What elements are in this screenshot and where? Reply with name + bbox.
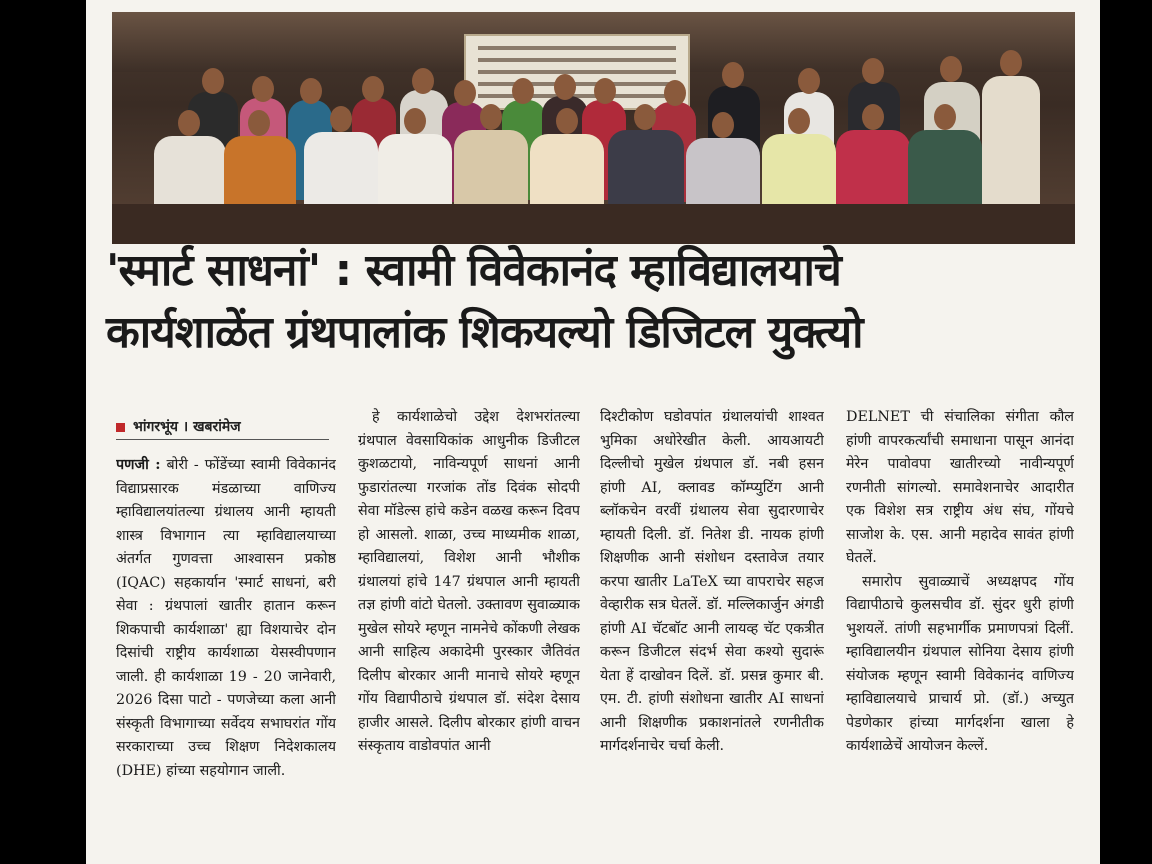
column-4-paragraph-1: DELNET ची संचालिका संगीता कौल हांणी वापरकर्त्यांची समाधाना पासून आनंदा मेरेन पावोवपा खातीरच्यो नावीन्यपूर्ण रणनीती सांगल्यो. समावेशनाचेर आदारीत एक विशेश सत्र राष्ट्रीय अंध संघ, गोंयचे साजोश के. एस. आनी महादेव सावंत हांणी घेतलें. (846, 409, 1074, 566)
column-4-paragraph-2: समारोप सुवाळ्याचें अध्यक्षपद गोंय विद्यापीठाचे कुलसचीव डॉ. सुंदर धुरी हांणी भुशयलें. तांणी सहभार्गीक प्रमाणपत्रां दिलीं. म्हाविद्यालयीन ग्रंथपाल सोनिया देसाय हांणी संयोजक म्हणून स्वामी विवेकानंद वाणिज्य म्हाविद्यालयाचे प्राचार्य प्रो. (डॉ.) अच्युत पेडणेकार हांच्या मार्गदर्शना खाला हे कार्यशाळेचें आयोजन केल्लें. (846, 573, 1074, 754)
head (412, 68, 434, 94)
head (1000, 50, 1022, 76)
dateline: पणजी : (116, 457, 161, 473)
head (248, 110, 270, 136)
byline-marker (116, 423, 125, 432)
head (202, 68, 224, 94)
head (404, 108, 426, 134)
head (940, 56, 962, 82)
head (178, 110, 200, 136)
head (300, 78, 322, 104)
article-column-1 (116, 454, 336, 862)
headline (106, 240, 1080, 364)
head (252, 76, 274, 102)
head (454, 80, 476, 106)
article-column-3: दिश्टीकोण घडोवपांत ग्रंथालयांची शाश्वत भुमिका अधोरेखीत केली. आयआयटी दिल्लीचो मुखेल ग्रंथपाल डॉ. नबी हसन हांणी AI, क्लावड कॉम्प्युटिंग आनी ब्लॉकचेन वरवीं ग्रंथालय सेवा सुदारणाचेर म्हायती दिली. डॉ. नितेश डी. नायक हांणी शिक्षणीक आनी संशोधन दस्तावेज तयार करपा खातीर LaTeX च्या वापराचेर सहज वेव्हारीक सत्र घेतलें. डॉ. मल्लिकार्जुन अंगडी हांणी AI चॅटबॉट आनी लायव्ह चॅट एकत्रीत करून डिजीटल संदर्भ सेवा कश्यो सुदारूं येता हें दाखोवन दिलें. डॉ. प्रसन्न कुमार बी. एम. टी. हांणी संशोधना खातीर AI साधनां आनी शिक्षणीक प्रकाशनांतले रणनीतीक मार्गदर्शनाचेर चर्चा केली. (600, 409, 824, 754)
head (722, 62, 744, 88)
head (788, 108, 810, 134)
head (862, 58, 884, 84)
head (512, 78, 534, 104)
head (330, 106, 352, 132)
head (634, 104, 656, 130)
head (594, 78, 616, 104)
byline-text: भांगरभूंय । खबरांमेज (133, 419, 241, 435)
head (798, 68, 820, 94)
head (480, 104, 502, 130)
photo-floor (112, 204, 1075, 244)
headline-line-1: 'स्मार्ट साधनां' : स्वामी विवेकानंद म्हाविद्यालयाचे (106, 245, 841, 296)
head (934, 104, 956, 130)
head (362, 76, 384, 102)
newspaper-clipping (86, 0, 1100, 864)
column-1-text: बोरी - फोंडेंच्या स्वामी विवेकानंद विद्याप्रसारक मंडळाच्या वाणिज्य म्हाविद्यालयांतल्या ग्रंथालय आनी म्हायती शास्त्र विभागान त्या म्हाविद्यालयाच्या अंतर्गत गुणवत्ता आश्वासन प्रकोष्ठ (IQAC) सहकार्यान 'स्मार्ट साधनां, बरी सेवा : ग्रंथपालां खातीर हातान करून शिकपाची कार्यशाळा' ह्या विशयाचेर दोन दिसांची राष्ट्रीय कार्यशाळा येसस्वीपणान जाली. ही कार्यशाळा 19 - 20 जानेवारी, 2026 दिसा पाटो - पणजेच्या कला आनी संस्कृती विभागाच्या सर्वेदय सभाघरांत गोंय सरकाराच्या उच्च शिक्षण निदेशकालय (DHE) हांच्या सहयोगान जाली. (116, 457, 336, 779)
head (712, 112, 734, 138)
head (554, 74, 576, 100)
byline (116, 417, 329, 440)
head (862, 104, 884, 130)
group-photo (112, 12, 1075, 244)
head (664, 80, 686, 106)
article-column-2: हे कार्यशाळेचो उद्देश देशभरांतल्या ग्रंथपाल वेवसायिकांक आधुनीक डिजीटल कुशळटायो, नाविन्यपूर्ण साधनां आनी फुडारांतल्या गरजांक तोंड दिवंक सोदपी सेवा मॉडेल्स हांचे कडेन वळख करून दिवप हो आसलो. शाळा, उच्च माध्यमीक शाळा, म्हाविद्यालयां, विशेश आनी भौशीक ग्रंथालयां हांचे 147 ग्रंथपाल आनी म्हायती तज्ञ हांणी वांटो घेतलो. उक्तावण सुवाळ्याक मुखेल सोयरे म्हणून नामनेचे कोंकणी लेखक आनी साहित्य अकादेमी पुरस्कार जैतिवंत दिलीप बोरकार आनी मानाचे सोयरे म्हणून गोंय विद्यापीठाचे ग्रंथपाल डॉ. संदेश देसाय हाजीर आसले. दिलीप बोरकार हांणी वाचन संस्कृताय वाडोवपांत आनी (358, 409, 580, 754)
article-column-4 (846, 406, 1074, 862)
headline-line-2: कार्यशाळेंत ग्रंथपालांक शिकयल्यो डिजिटल युक्त्यो (106, 307, 863, 358)
head (556, 108, 578, 134)
